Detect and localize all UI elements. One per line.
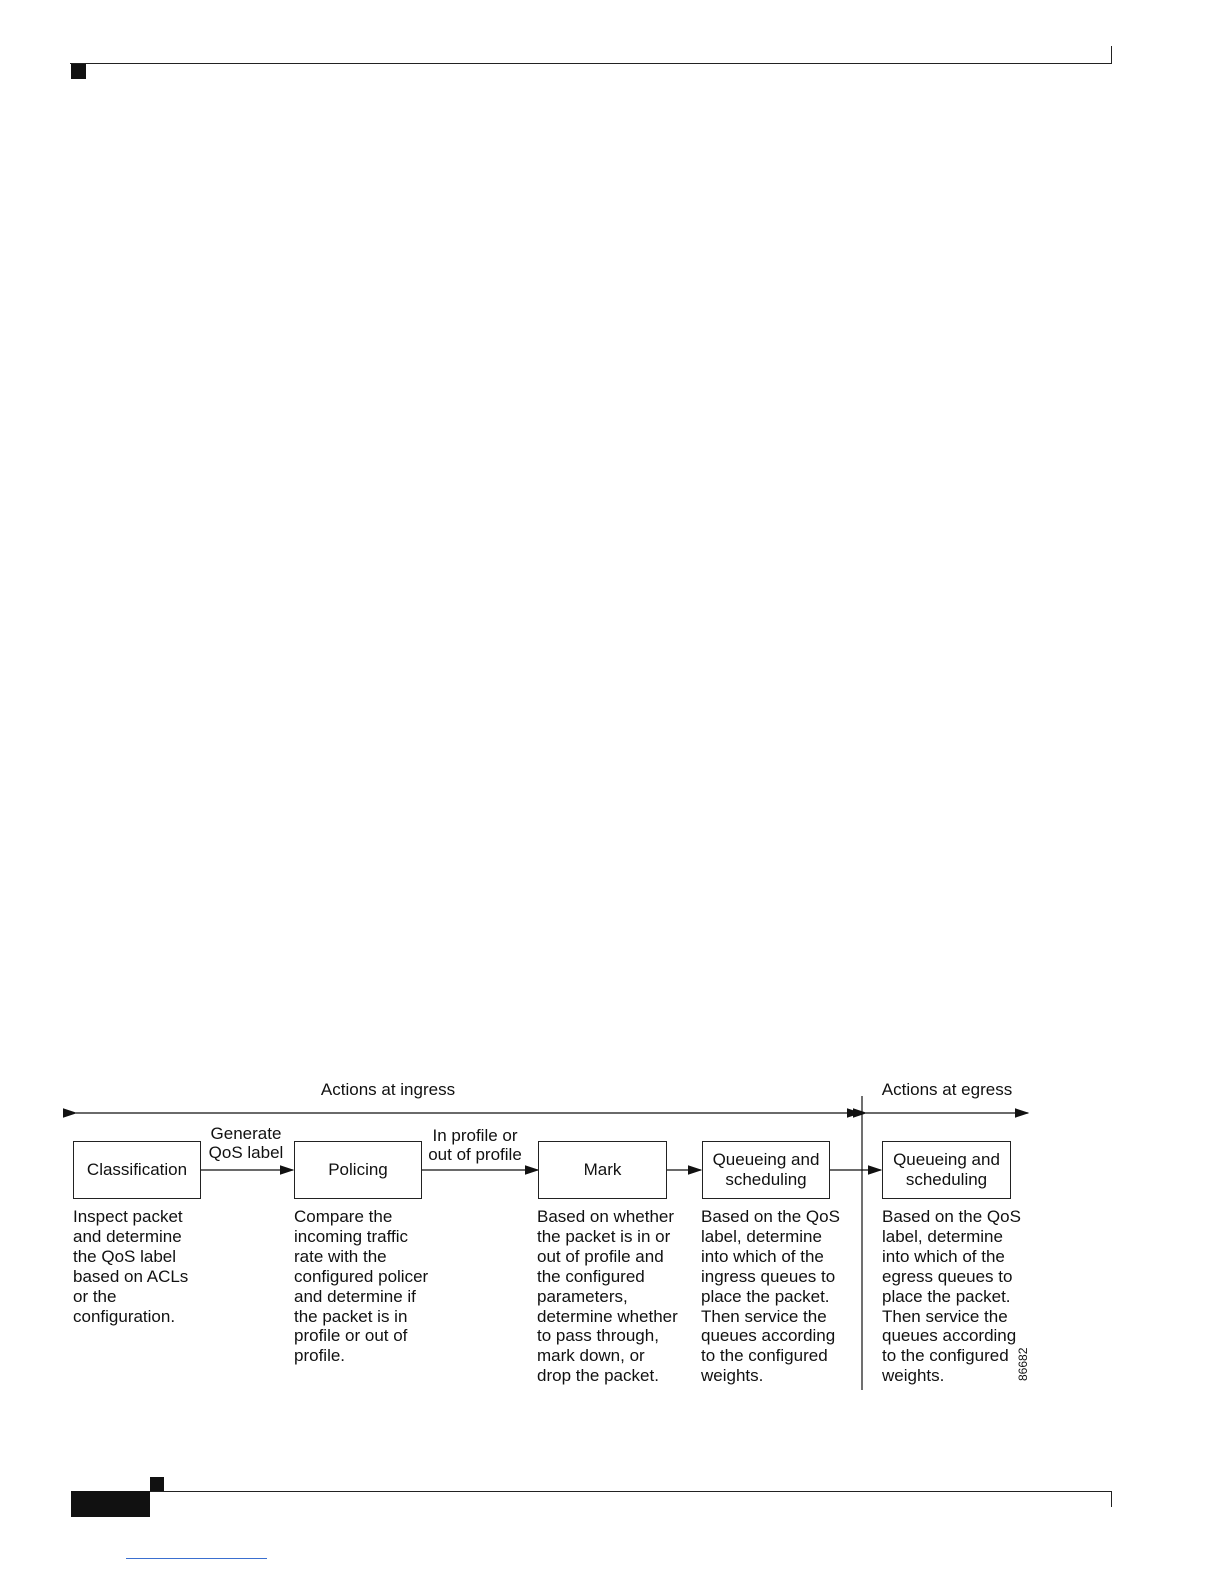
stage-mark: Mark	[538, 1141, 667, 1199]
figure-id: 86682	[1016, 1347, 1030, 1381]
egress-label: Actions at egress	[881, 1080, 1013, 1099]
connector-label-profile: In profile or out of profile	[428, 1126, 522, 1164]
description-ingress-queueing: Based on the QoS label, determine into which of the ingress queues to place the packet. Then service the queues according to the configured weights.	[701, 1207, 840, 1386]
stage-ingress-queueing: Queueing and scheduling	[702, 1141, 830, 1199]
ingress-label: Actions at ingress	[320, 1080, 456, 1099]
description-egress-queueing: Based on the QoS label, determine into which of the egress queues to place the packet. Then service the queues according to the configured weights.	[882, 1207, 1021, 1386]
description-mark: Based on whether the packet is in or out of profile and the configured parameters, determine whether to pass through, mark down, or drop the packet.	[537, 1207, 678, 1386]
connector-label-generate-qos: Generate QoS label	[208, 1124, 284, 1162]
description-classification: Inspect packet and determine the QoS label based on ACLs or the configuration.	[73, 1207, 189, 1326]
stage-egress-queueing: Queueing and scheduling	[882, 1141, 1011, 1199]
description-policing: Compare the incoming traffic rate with the configured policer and determine if the packet is in profile or out of profile.	[294, 1207, 429, 1366]
stage-classification: Classification	[73, 1141, 201, 1199]
stage-policing: Policing	[294, 1141, 422, 1199]
